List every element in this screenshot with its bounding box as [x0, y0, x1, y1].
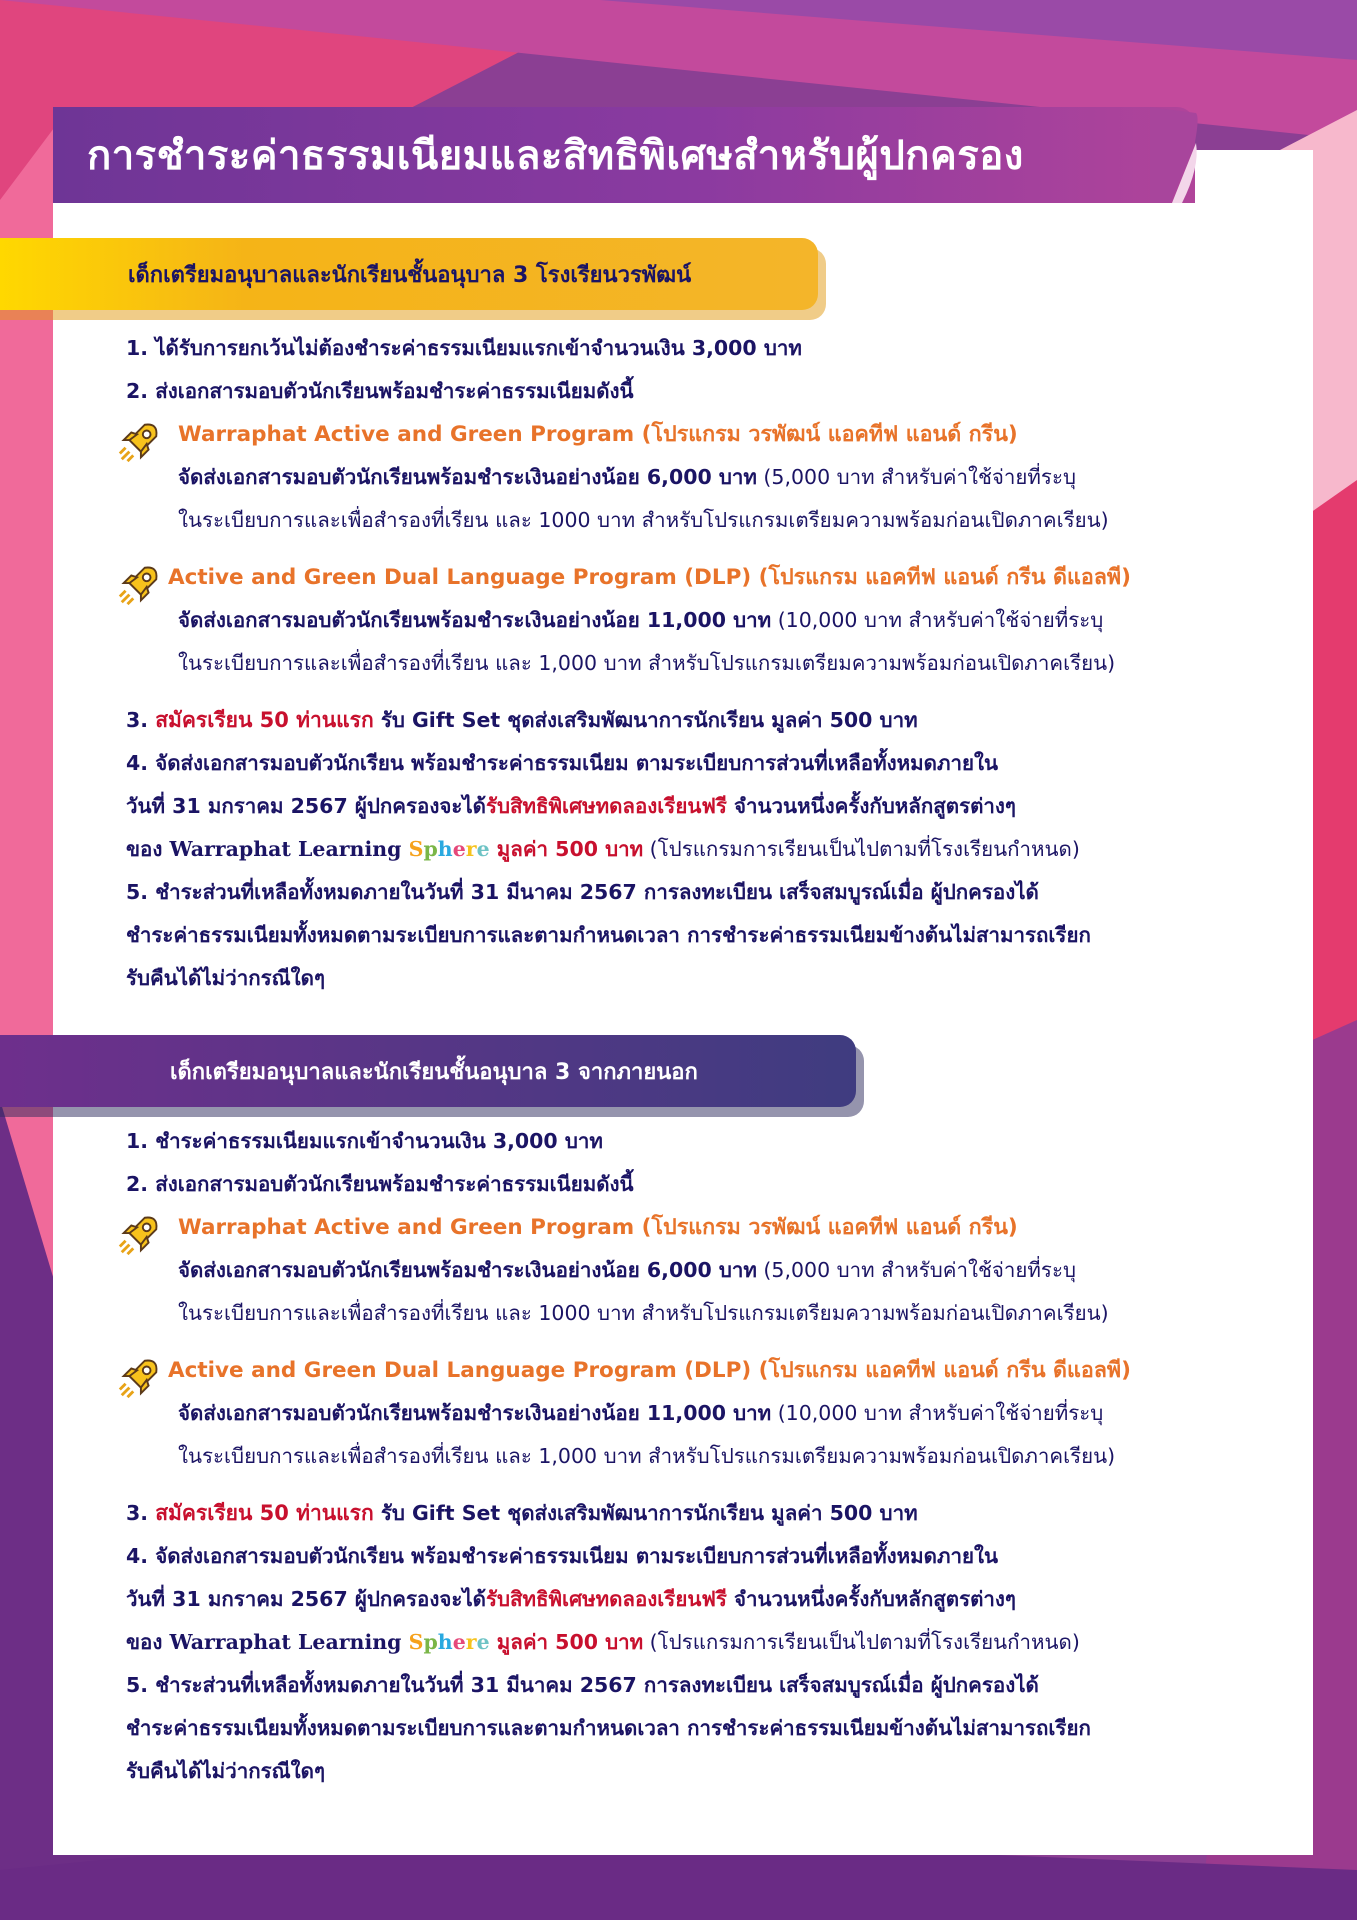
- program-note: ในระเบียบการและเพื่อสำรองที่เรียน และ 1,000 บาท สำหรับโปรแกรมเตรียมความพร้อมก่อนเปิดภาคเรียน): [178, 1444, 1116, 1468]
- program-detail-rest: (5,000 บาท สำหรับค่าใช้จ่ายที่ระบุ: [756, 465, 1076, 489]
- brand-name: Warraphat Learning: [169, 1630, 409, 1654]
- brand-sphere: Sphere: [408, 837, 490, 861]
- item-text: จำนวนหนึ่งครั้งกับหลักสูตรต่างๆ: [726, 794, 1016, 818]
- list-item: ชำระค่าธรรมเนียมทั้งหมดตามระเบียบการและตามกำหนดเวลา การชำระค่าธรรมเนียมข้างต้นไม่สามารถเรียก: [126, 923, 1091, 947]
- item-note: (โปรแกรมการเรียนเป็นไปตามที่โรงเรียนกำหนด): [643, 1630, 1080, 1654]
- item-highlight: มูลค่า 500 บาท: [489, 1630, 644, 1654]
- list-item: รับคืนได้ไม่ว่ากรณีใดๆ: [126, 966, 325, 990]
- section-heading-text: เด็กเตรียมอนุบาลและนักเรียนชั้นอนุบาล 3 จากภายนอก: [170, 1059, 698, 1085]
- program-detail-bold: จัดส่งเอกสารมอบตัวนักเรียนพร้อมชำระเงินอย่างน้อย 11,000 บาท: [178, 1401, 772, 1425]
- item-rest: รับ Gift Set ชุดส่งเสริมพัฒนาการนักเรียน มูลค่า 500 บาท: [373, 1501, 918, 1525]
- program-detail: [178, 1392, 1256, 1435]
- program-detail-bold: จัดส่งเอกสารมอบตัวนักเรียนพร้อมชำระเงินอย่างน้อย 11,000 บาท: [178, 608, 772, 632]
- list-item: [126, 699, 1256, 742]
- list-item: 2. ส่งเอกสารมอบตัวนักเรียนพร้อมชำระค่าธรรมเนียมดังนี้: [126, 1172, 634, 1196]
- program-name: Warraphat Active and Green Program (โปรแกรม วรพัฒน์ แอคทีฟ แอนด์ กรีน): [178, 422, 1018, 447]
- page-title: การชำระค่าธรรมเนียมและสิทธิพิเศษสำหรับผู้ปกครอง: [87, 133, 1024, 179]
- list-item: [126, 1621, 1256, 1664]
- list-item: 2. ส่งเอกสารมอบตัวนักเรียนพร้อมชำระค่าธรรมเนียมดังนี้: [126, 379, 634, 403]
- section-heading-text: เด็กเตรียมอนุบาลและนักเรียนชั้นอนุบาล 3 โรงเรียนวรพัฒน์: [128, 262, 692, 288]
- section-1: [126, 327, 1256, 1000]
- brand-sphere: Sphere: [408, 1630, 490, 1654]
- item-prefix: 3.: [126, 708, 156, 732]
- rocket-icon: [116, 562, 162, 608]
- list-item: 1. ชำระค่าธรรมเนียมแรกเข้าจำนวนเงิน 3,000 บาท: [126, 1129, 603, 1153]
- list-item: 5. ชำระส่วนที่เหลือทั้งหมดภายในวันที่ 31 มีนาคม 2567 การลงทะเบียน เสร็จสมบูรณ์เมื่อ ผู้ปกครองได้: [126, 1673, 1039, 1697]
- page-curl-icon: [1150, 107, 1200, 203]
- item-text: ของ: [126, 1630, 170, 1654]
- brand-name: Warraphat Learning: [169, 837, 409, 861]
- program-detail: [178, 1249, 1256, 1292]
- list-item: 4. จัดส่งเอกสารมอบตัวนักเรียน พร้อมชำระค่าธรรมเนียม ตามระเบียบการส่วนที่เหลือทั้งหมดภายใน: [126, 751, 999, 775]
- item-highlight: รับสิทธิพิเศษทดลองเรียนฟรี: [485, 1587, 727, 1611]
- program-detail-rest: (5,000 บาท สำหรับค่าใช้จ่ายที่ระบุ: [756, 1258, 1076, 1282]
- list-item: 4. จัดส่งเอกสารมอบตัวนักเรียน พร้อมชำระค่าธรรมเนียม ตามระเบียบการส่วนที่เหลือทั้งหมดภายใน: [126, 1544, 999, 1568]
- rocket-icon: [116, 1212, 162, 1258]
- program-note: ในระเบียบการและเพื่อสำรองที่เรียน และ 1,000 บาท สำหรับโปรแกรมเตรียมความพร้อมก่อนเปิดภาคเรียน): [178, 651, 1116, 675]
- item-prefix: 3.: [126, 1501, 156, 1525]
- program-name: Active and Green Dual Language Program (DLP) (โปรแกรม แอคทีฟ แอนด์ กรีน ดีแอลพี): [168, 1358, 1131, 1383]
- program-detail-bold: จัดส่งเอกสารมอบตัวนักเรียนพร้อมชำระเงินอย่างน้อย 6,000 บาท: [178, 1258, 757, 1282]
- program-block: [122, 1206, 1256, 1335]
- item-highlight: มูลค่า 500 บาท: [489, 837, 644, 861]
- list-item: [126, 1578, 1256, 1621]
- list-item: 5. ชำระส่วนที่เหลือทั้งหมดภายในวันที่ 31 มีนาคม 2567 การลงทะเบียน เสร็จสมบูรณ์เมื่อ ผู้ปกครองได้: [126, 880, 1039, 904]
- item-rest: รับ Gift Set ชุดส่งเสริมพัฒนาการนักเรียน มูลค่า 500 บาท: [373, 708, 918, 732]
- program-block: [122, 556, 1256, 685]
- item-highlight: รับสิทธิพิเศษทดลองเรียนฟรี: [485, 794, 727, 818]
- item-text: วันที่ 31 มกราคม 2567 ผู้ปกครองจะได้: [126, 1587, 486, 1611]
- section-heading: [0, 1035, 856, 1107]
- list-item: 1. ได้รับการยกเว้นไม่ต้องชำระค่าธรรมเนียมแรกเข้าจำนวนเงิน 3,000 บาท: [126, 336, 802, 360]
- rocket-icon: [116, 419, 162, 465]
- program-detail: [178, 599, 1256, 642]
- program-name: Active and Green Dual Language Program (DLP) (โปรแกรม แอคทีฟ แอนด์ กรีน ดีแอลพี): [168, 565, 1131, 590]
- item-text: จำนวนหนึ่งครั้งกับหลักสูตรต่างๆ: [726, 1587, 1016, 1611]
- list-item: รับคืนได้ไม่ว่ากรณีใดๆ: [126, 1759, 325, 1783]
- list-item: [126, 785, 1256, 828]
- program-name: Warraphat Active and Green Program (โปรแกรม วรพัฒน์ แอคทีฟ แอนด์ กรีน): [178, 1215, 1018, 1240]
- rocket-icon: [116, 1355, 162, 1401]
- program-block: [122, 1349, 1256, 1478]
- program-detail-rest: (10,000 บาท สำหรับค่าใช้จ่ายที่ระบุ: [771, 608, 1104, 632]
- section-heading: [0, 238, 818, 310]
- item-note: (โปรแกรมการเรียนเป็นไปตามที่โรงเรียนกำหนด): [643, 837, 1080, 861]
- section-2: [126, 1120, 1256, 1793]
- list-item: [126, 1492, 1256, 1535]
- program-detail: [178, 456, 1256, 499]
- title-banner: [53, 107, 1195, 203]
- item-text: วันที่ 31 มกราคม 2567 ผู้ปกครองจะได้: [126, 794, 486, 818]
- list-item: ชำระค่าธรรมเนียมทั้งหมดตามระเบียบการและตามกำหนดเวลา การชำระค่าธรรมเนียมข้างต้นไม่สามารถเรียก: [126, 1716, 1091, 1740]
- program-detail-rest: (10,000 บาท สำหรับค่าใช้จ่ายที่ระบุ: [771, 1401, 1104, 1425]
- program-detail-bold: จัดส่งเอกสารมอบตัวนักเรียนพร้อมชำระเงินอย่างน้อย 6,000 บาท: [178, 465, 757, 489]
- list-item: [126, 828, 1256, 871]
- item-highlight: สมัครเรียน 50 ท่านแรก: [155, 708, 374, 732]
- item-text: ของ: [126, 837, 170, 861]
- item-highlight: สมัครเรียน 50 ท่านแรก: [155, 1501, 374, 1525]
- program-note: ในระเบียบการและเพื่อสำรองที่เรียน และ 1000 บาท สำหรับโปรแกรมเตรียมความพร้อมก่อนเปิดภาคเรียน): [178, 508, 1109, 532]
- program-note: ในระเบียบการและเพื่อสำรองที่เรียน และ 1000 บาท สำหรับโปรแกรมเตรียมความพร้อมก่อนเปิดภาคเรียน): [178, 1301, 1109, 1325]
- program-block: [122, 413, 1256, 542]
